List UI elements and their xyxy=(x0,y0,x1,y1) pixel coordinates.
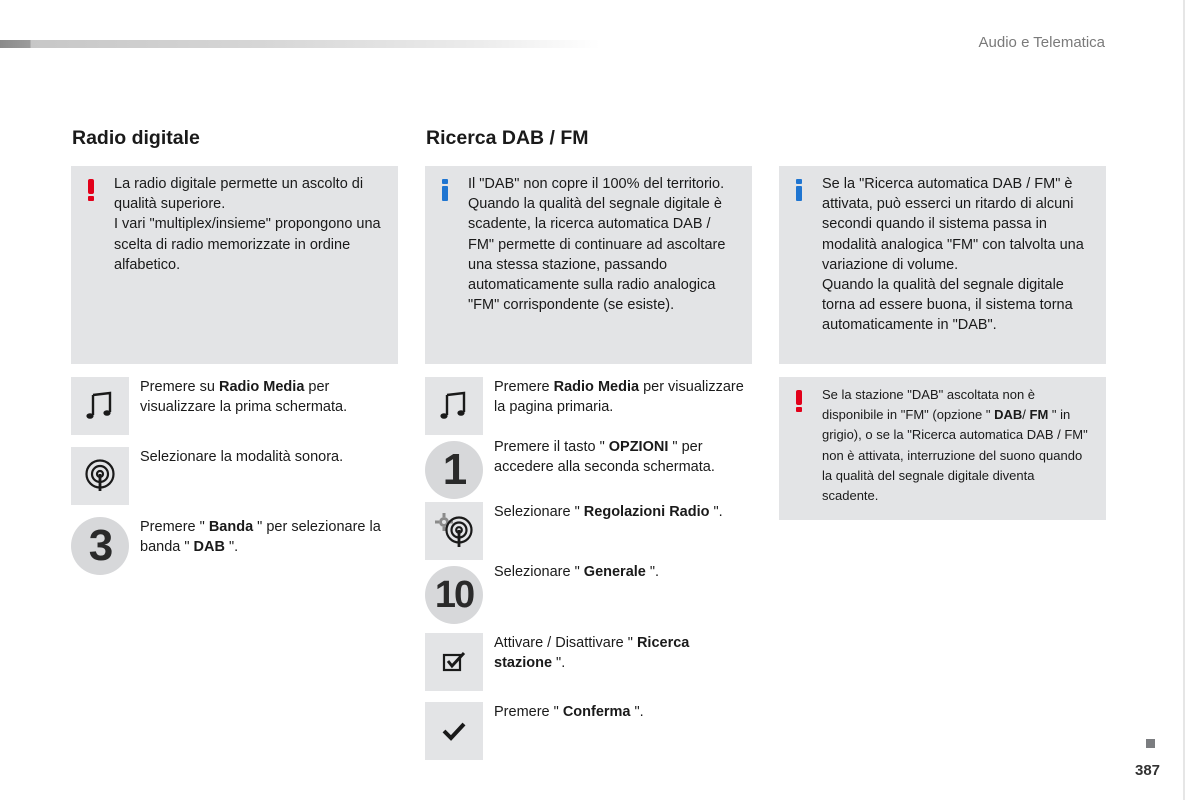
step-text-bold: OPZIONI xyxy=(608,439,669,455)
step-text-pre: Premere su xyxy=(140,379,219,395)
icon-tile xyxy=(425,566,483,624)
warning-icon xyxy=(85,178,97,202)
page-edge-rule xyxy=(1183,0,1185,800)
step-text-pre: Premere xyxy=(494,379,554,395)
section-title-ricerca-dab-fm: Ricerca DAB / FM xyxy=(426,127,589,149)
step-text-post: per visualizzare la prima schermata. xyxy=(140,379,348,416)
step-text-bold: Conferma xyxy=(562,704,631,720)
step-text-pre: Attivare / Disattivare " xyxy=(494,635,637,651)
step-number-10: 10 xyxy=(425,566,483,624)
info-note-dab-coverage xyxy=(425,166,752,364)
step-number-3: 3 xyxy=(71,517,129,575)
step-text-bold: Radio Media xyxy=(218,379,305,395)
page-marker xyxy=(1146,739,1155,748)
step-text xyxy=(494,437,756,477)
icon-tile xyxy=(425,377,483,435)
icon-tile xyxy=(71,517,129,575)
note-text: Il "DAB" non copre il 100% del territorio. Quando la qualità del segnale digitale è scadente, la ricerca automatica DAB / FM" permette di continuare ad ascoltare una stessa stazione, passando automaticamente sulla radio analogica "FM" corrispondente (se esiste). xyxy=(468,176,726,314)
step-text-bold: Ricerca stazione xyxy=(494,635,690,672)
page-number: 387 xyxy=(1135,762,1161,779)
step-text-post: ". xyxy=(552,655,566,672)
step-modalita-sonora xyxy=(71,447,401,505)
warning-note-radio-digitale xyxy=(71,166,398,364)
step-generale xyxy=(425,566,755,624)
step-text-post: " per selezionare la banda " xyxy=(140,519,381,556)
step-text-post: per visualizzare la pagina primaria. xyxy=(494,379,744,416)
icon-tile xyxy=(71,447,129,505)
step-text-post: ". xyxy=(645,564,660,580)
step-text-bold2: DAB xyxy=(193,539,225,556)
icon-tile xyxy=(425,441,483,499)
step-text xyxy=(140,517,402,557)
step-radio-media xyxy=(71,377,401,435)
step-text xyxy=(140,447,402,467)
section-title-radio-digitale: Radio digitale xyxy=(72,127,200,149)
note-text xyxy=(822,385,1094,506)
step-radio-media xyxy=(425,377,755,435)
note-text: La radio digitale permette un ascolto di qualità superiore. I vari "multiplex/insieme" propongono una scelta di radio memorizzate in ordine alfabetico. xyxy=(114,176,381,273)
icon-tile xyxy=(425,502,483,560)
step-text-pre: Premere " xyxy=(140,519,209,535)
header-title: Audio e Telematica xyxy=(978,34,1105,51)
icon-tile xyxy=(425,702,483,760)
info-icon xyxy=(439,178,451,202)
step-text xyxy=(140,377,402,417)
step-number-1: 1 xyxy=(425,441,483,499)
step-text-pre: Selezionare " xyxy=(494,564,584,580)
step-text xyxy=(494,702,756,722)
note-text-post: " in grigio), o se la "Ricerca automatica DAB / FM" non è attivata, interruzione del suono quando la qualità del segnale digitale diventa scadente. xyxy=(822,407,1088,504)
radio-signal-icon xyxy=(83,459,117,493)
step-opzioni xyxy=(425,441,755,499)
step-text-pre: Selezionare la modalità sonora. xyxy=(140,449,344,465)
music-note-icon xyxy=(438,390,470,422)
step-text xyxy=(494,633,724,673)
step-text-bold: Radio Media xyxy=(553,379,640,395)
icon-tile xyxy=(425,633,483,691)
step-text-post: ". xyxy=(630,704,644,720)
step-conferma xyxy=(425,702,755,760)
step-text-post2: ". xyxy=(224,539,239,556)
step-text-pre: Premere il tasto " xyxy=(494,439,609,455)
step-regolazioni-radio xyxy=(425,502,755,560)
step-text xyxy=(494,377,756,417)
step-text-bold: Banda xyxy=(208,519,254,535)
checkmark-icon xyxy=(441,720,467,742)
header-rule xyxy=(0,40,600,48)
step-text xyxy=(494,562,756,582)
note-text-mid: / xyxy=(1022,407,1030,423)
step-text-post: ". xyxy=(709,504,723,520)
step-text-pre: Selezionare " xyxy=(494,504,584,520)
step-text-bold: Generale xyxy=(583,564,646,580)
step-text-bold: Regolazioni Radio xyxy=(583,504,710,520)
note-text-bold2: FM xyxy=(1029,407,1049,423)
music-note-icon xyxy=(84,390,116,422)
settings-radio-icon xyxy=(431,511,477,551)
step-text xyxy=(494,502,756,522)
note-text: Se la "Ricerca automatica DAB / FM" è attivata, può esserci un ritardo di alcuni secondi quando il sistema passa in modalità analogica "FM" con talvolta una variazione di volume. Quando la qualità del segnale digitale torna ad essere buona, il sistema torna automaticamente in "DAB". xyxy=(822,176,1084,334)
step-text-post: " per accedere alla seconda schermata. xyxy=(494,439,715,476)
info-note-ricerca-automatica xyxy=(779,166,1106,364)
checkbox-icon xyxy=(441,650,467,674)
step-ricerca-stazione xyxy=(425,633,755,691)
icon-tile xyxy=(71,377,129,435)
step-banda-dab xyxy=(71,517,401,575)
warning-icon xyxy=(793,389,805,413)
warning-note-dab-fm xyxy=(779,377,1106,520)
step-text-pre: Premere " xyxy=(494,704,563,720)
note-text-bold: DAB xyxy=(994,407,1023,423)
info-icon xyxy=(793,178,805,202)
note-text-pre: Se la stazione "DAB" ascoltata non è disponibile in "FM" (opzione " xyxy=(822,387,1036,423)
